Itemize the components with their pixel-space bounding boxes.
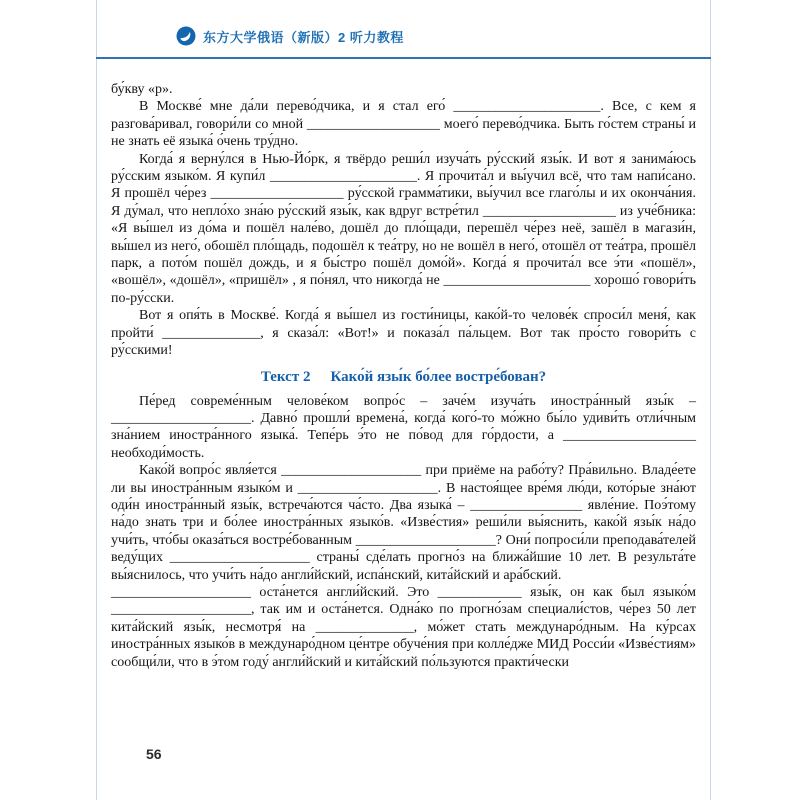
paragraph: Пе́ред совреме́нным челове́ком вопро́с – заче́м изуча́ть иностра́нный язы́к – ____________________. Давно́ прошли́ времена́, когда́ кого́-то мо́жно бы́ло удиви́ть отли́чным зна́нием иностра́нного языка́. Тепе́рь э́то не по́вод для го́рдости, а ___________________ необходи́мость. [111,393,696,461]
section-heading-title: Како́й язы́к бо́лее востре́бован? [330,368,547,385]
paragraph: Како́й вопро́с явля́ется ____________________ при приёме на рабо́ту? Пра́вильно. Владе́ете ли вы иностра́нным языко́м и ____________________. В настоя́щее вре́мя лю́ди, кото́рые зна́ют оди́н иностра́нный язы́к, встреча́ются ча́сто. Два языка́ – ________________ явле́ние. Поэ́тому на́до знать три и бо́лее иностра́нных языко́в. «Изве́стия» реши́ли вы́яснить, како́й язы́к на́до учи́ть, что́бы оказа́ться востре́бованным ____________________? Они́ попроси́ли преподава́телей веду́щих ____________________ страны́ сде́лать прогно́з на ближа́йшие 10 лет. В результа́те вы́яснилось, что учи́ть на́до англи́йский, испа́нский, кита́йский и ара́бский. [111,463,696,583]
page-body [111,81,696,671]
paragraph: В Москве́ мне да́ли перево́дчика, и я стал его́ _____________________. Все, с кем я разгова́ривал, говори́ли со мной ___________________ моего́ перево́дчика. Быть го́стем страны́ и не знать её языка́ о́чень тру́дно. [111,99,696,150]
paragraph: ____________________ оста́нется англи́йский. Это ____________ язы́к, он как был языко́м ____________________, так им и оста́нется. Одна́ко по прогно́зам специали́стов, че́рез 50 лет кита́йский язы́к, несмотря́ на ______________, мо́жет стать междунаро́дным. На ку́рсах иностра́нных языко́в в междунаро́дном це́нтре обуче́ния при колле́дже МИД Росси́и «Изве́стиям» сообщи́ли, что в э́том году́ англи́йский и кита́йский по́льзуются практи́чески [111,584,696,670]
page-frame-line-right [710,0,711,800]
paragraph: Когда́ я верну́лся в Нью-Йо́рк, я твёрдо реши́л изуча́ть ру́сский язы́к. И вот я занима́юсь ру́сским языко́м. Я купи́л _____________________. Я прочита́л и вы́учил всё, что там напи́сано. Я прошёл че́рез ___________________ ру́сской грамма́тики, вы́учил все глаго́лы и их оконча́ния. Я ду́мал, что непло́хо зна́ю ру́сский язы́к, как вдруг встре́тил ___________________ из уче́бника: «Я вы́шел из до́ма и пошёл нале́во, дошёл до пло́щади, перешёл че́рез неё, зашёл в магази́н, вы́шел из него́, обошёл пло́щадь, подошёл к теа́тру, но не вошёл в него́, отошёл от теа́тра, прошёл парк, а пото́м пошёл дождь, и я бы́стро пошёл домо́й». Когда́ я прочита́л все э́ти «пошёл», «вошёл», «дошёл», «пришёл» , я по́нял, что никогда́ не _____________________ хорошо́ говори́ть по-ру́сски. [111,151,696,306]
section-heading [111,368,696,386]
page-frame-line-left [96,0,97,800]
page-number: 56 [146,746,162,762]
publisher-crescent-logo-icon [176,26,196,46]
header-book-title: 东方大学俄语（新版）2 听力教程 [203,29,404,45]
page-footer [146,746,162,762]
page-header [176,26,404,46]
paragraph: Вот я опя́ть в Москве́. Когда́ я вы́шел из гости́ницы, како́й-то челове́к спроси́л меня́, как пройти́ ______________, я сказа́л: «Вот!» и показа́л па́льцем. Вот так про́сто говори́ть с ру́сскими! [111,308,696,359]
header-rule [96,57,711,59]
paragraph-continuation: бу́кву «р». [111,82,173,97]
section-heading-number: Текст 2 [260,368,311,385]
